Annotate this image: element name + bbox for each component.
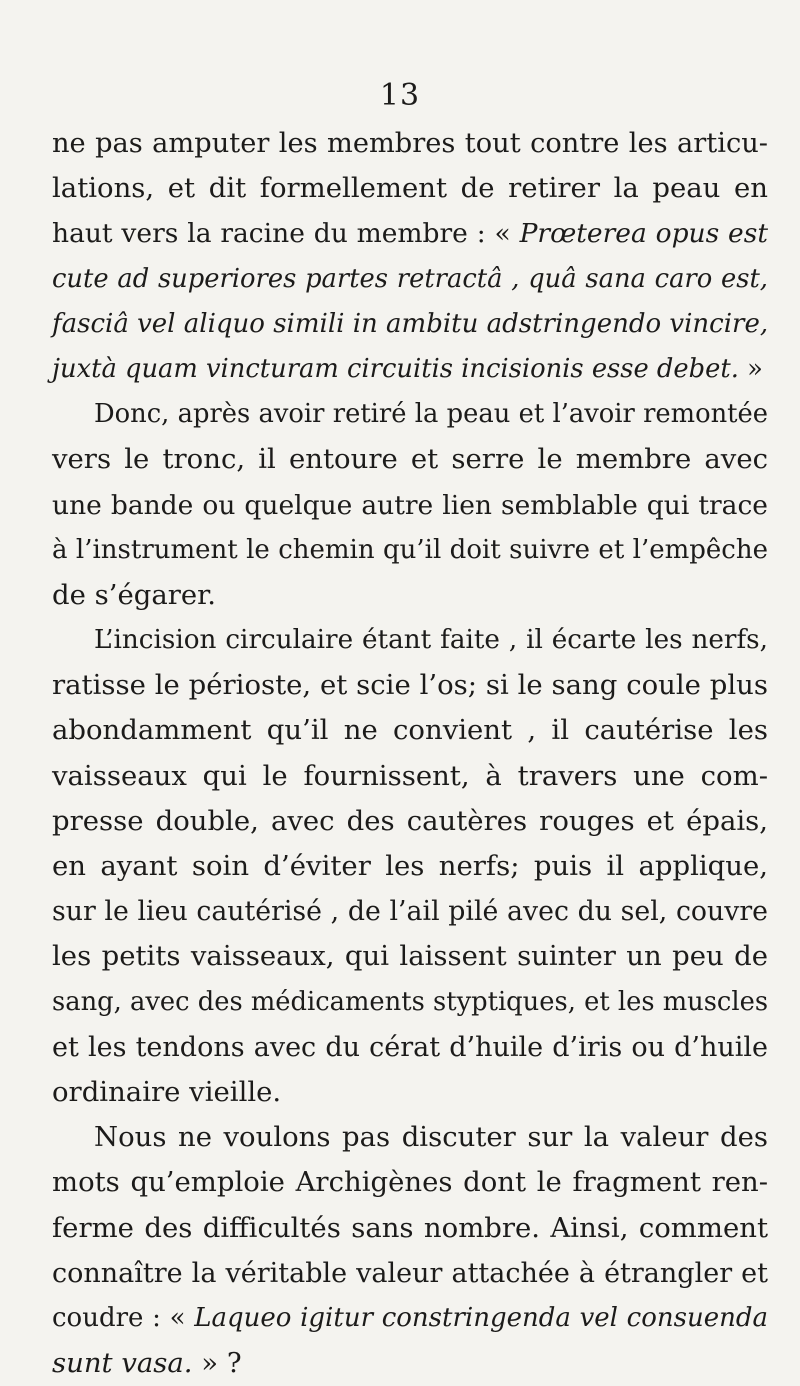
- text-run: Nous ne voulons pas discuter sur la valeur des: [94, 1121, 768, 1154]
- text-line: [52, 483, 768, 528]
- text-run: presse double, avec des cautères rouges et épais,: [52, 804, 768, 837]
- text-run: une bande ou quelque autre lien semblable qui trace: [52, 489, 768, 521]
- text-line: [52, 257, 768, 302]
- text-run: ratisse le périoste, et scie l’os; si le sang coule plus: [52, 669, 768, 702]
- text-line: [52, 799, 768, 844]
- latin-quote: Laqueo igitur constringenda vel consuenda: [194, 1302, 768, 1333]
- latin-quote: sunt vasa.: [52, 1347, 193, 1380]
- text-line: [52, 211, 768, 256]
- text-run: ne pas amputer les membres tout contre les articu-: [52, 128, 768, 159]
- text-run: sang, avec des médicaments styptiques, et les muscles: [52, 986, 769, 1017]
- text-line: [52, 437, 768, 482]
- text-line: [52, 1341, 768, 1386]
- text-run: ferme des difficultés sans nombre. Ainsi, comment: [52, 1211, 768, 1244]
- text-line: [52, 1160, 768, 1205]
- text-line: [52, 980, 768, 1025]
- text-line: [52, 754, 768, 799]
- body-text: [52, 121, 768, 1386]
- text-run: sur le lieu cautérisé , de l’ail pilé avec du sel, couvre: [52, 896, 768, 928]
- text-run: connaître la véritable valeur attachée à étrangler et: [52, 1257, 768, 1289]
- text-run: haut vers la racine du membre : «: [52, 218, 520, 250]
- text-run: ordinaire vieille.: [52, 1075, 282, 1108]
- text-run: et les tendons avec du cérat d’huile d’iris ou d’huile: [52, 1031, 768, 1063]
- text-run: L’incision circulaire étant faite , il écarte les nerfs,: [94, 625, 768, 656]
- text-line: [52, 528, 768, 573]
- paragraph-start: [52, 392, 768, 437]
- text-line: [52, 121, 768, 166]
- text-run: » ?: [192, 1347, 242, 1380]
- text-run: vers le tronc, il entoure et serre le membre avec: [52, 443, 768, 476]
- text-line: [52, 708, 768, 753]
- latin-quote: cute ad superiores partes retractâ , quâ sana caro est,: [52, 263, 768, 294]
- latin-quote: juxtà quam vincturam circuitis incisionis esse debet.: [52, 353, 739, 384]
- text-run: abondamment qu’il ne convient , il cautérise les: [52, 714, 768, 747]
- text-run: lations, et dit formellement de retirer la peau en: [52, 172, 768, 205]
- text-line: [52, 844, 768, 889]
- paragraph-start: [52, 1115, 768, 1160]
- text-line: [52, 573, 768, 618]
- latin-quote: fasciâ vel aliquo simili in ambitu adstringendo vincire,: [52, 308, 769, 339]
- text-line: [52, 347, 768, 392]
- text-line: [52, 1070, 768, 1115]
- text-line: [52, 1296, 768, 1341]
- text-run: à l’instrument le chemin qu’il doit suivre et l’empêche: [52, 534, 768, 565]
- text-line: [52, 166, 768, 211]
- text-line: [52, 1206, 768, 1251]
- text-run: »: [738, 353, 763, 384]
- text-run: coudre : «: [52, 1302, 195, 1333]
- text-run: vaisseaux qui le fournissent, à travers une com-: [52, 759, 768, 792]
- paragraph-start: [52, 618, 768, 663]
- page-number: 13: [379, 78, 421, 113]
- latin-quote: Prœterea opus est: [519, 218, 768, 250]
- text-line: [52, 889, 768, 934]
- text-run: Donc, après avoir retiré la peau et l’avoir remontée: [94, 399, 768, 430]
- text-line: [52, 663, 768, 708]
- text-line: [52, 1251, 768, 1296]
- text-run: de s’égarer.: [52, 578, 217, 611]
- text-run: mots qu’emploie Archigènes dont le fragment ren-: [52, 1166, 768, 1199]
- text-line: [52, 1025, 768, 1070]
- text-run: les petits vaisseaux, qui laissent suinter un peu de: [52, 940, 768, 973]
- text-run: en ayant soin d’éviter les nerfs; puis il applique,: [52, 850, 768, 882]
- text-line: [52, 302, 768, 347]
- text-line: [52, 934, 768, 979]
